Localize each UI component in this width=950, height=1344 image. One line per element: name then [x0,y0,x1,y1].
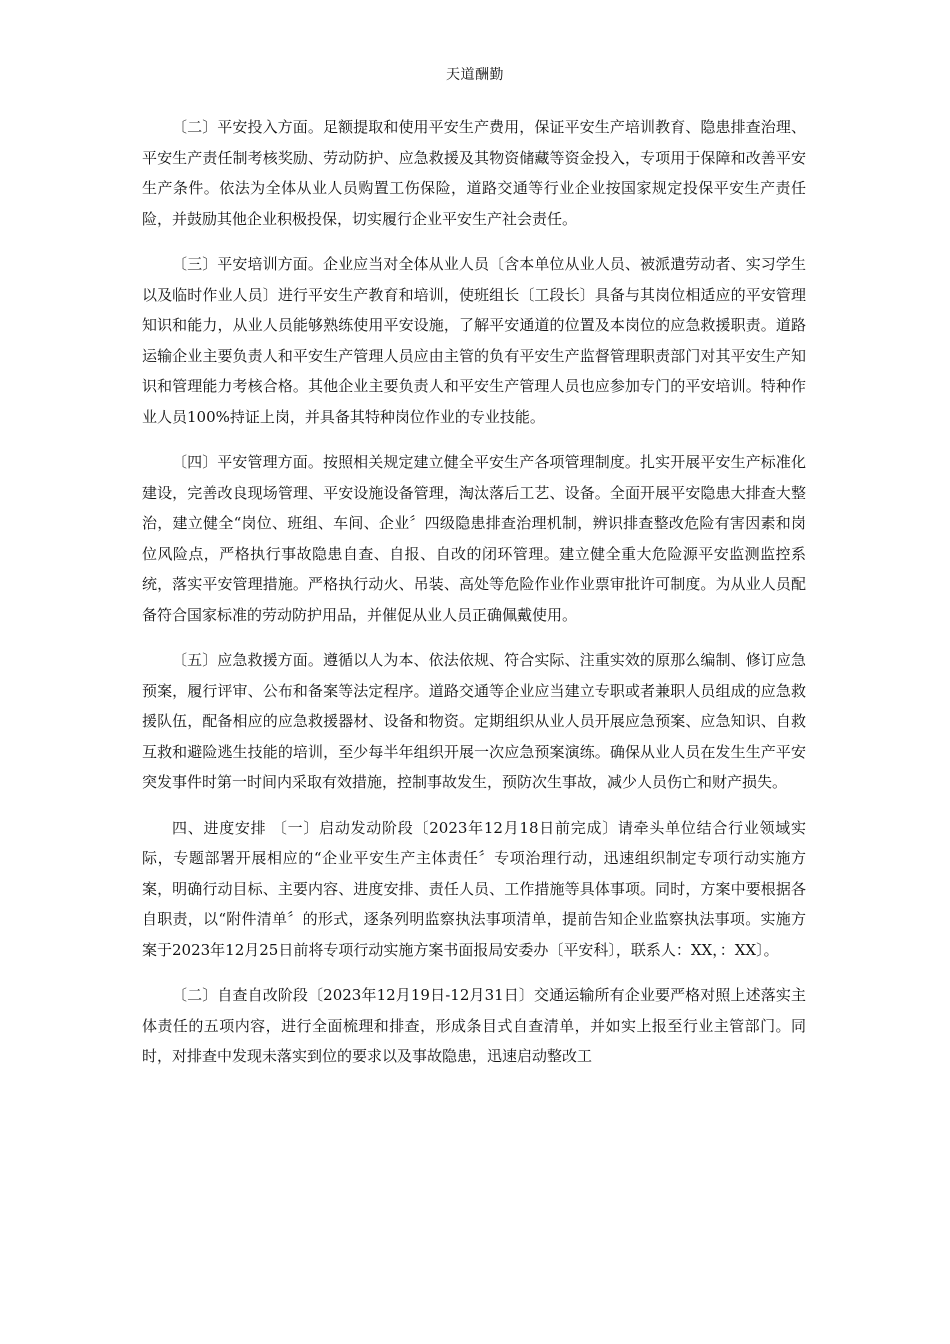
paragraph-safety-management: 〔四〕平安管理方面。按照相关规定建立健全平安生产各项管理制度。扎实开展平安生产标准化建设，完善改良现场管理、平安设施设备管理，淘汰落后工艺、设备。全面开展平安隐患大排查大整治，建立健全“岗位、班组、车间、企业〞四级隐患排查治理机制，辨识排查整改危险有害因素和岗位风险点，严格执行事故隐患自查、自报、自改的闭环管理。建立健全重大危险源平安监测监控系统，落实平安管理措施。严格执行动火、吊装、高处等危险作业作业票审批许可制度。为从业人员配备符合国家标准的劳动防护用品，并催促从业人员正确佩戴使用。 [142,453,806,624]
paragraph-safety-investment: 〔二〕平安投入方面。足额提取和使用平安生产费用，保证平安生产培训教育、隐患排查治理、平安生产责任制考核奖励、劳动防护、应急救援及其物资储藏等资金投入，专项用于保障和改善平安生产条件。依法为全体从业人员购置工伤保险，道路交通等行业企业按国家规定投保平安生产责任险，并鼓励其他企业积极投保，切实履行企业平安生产社会责任。 [142,118,806,228]
page-header: 天道酬勤 [446,67,504,83]
paragraph-self-inspection: 〔二〕自查自改阶段〔2023年12月19日-12月31日〕交通运输所有企业要严格对照上述落实主体责任的五项内容，进行全面梳理和排查，形成条目式自查清单，并如实上报至行业主管部门。同时，对排查中发现未落实到位的要求以及事故隐患，迅速启动整改工 [142,986,806,1065]
paragraph-schedule-launch: 四、进度安排 〔一〕启动发动阶段〔2023年12月18日前完成〕请牵头单位结合行业领域实际，专题部署开展相应的“企业平安生产主体责任〞专项治理行动，迅速组织制定专项行动实施方案，明确行动目标、主要内容、进度安排、责任人员、工作措施等具体事项。同时，方案中要根据各自职责，以“附件清单〞的形式，逐条列明监察执法事项清单，提前告知企业监察执法事项。实施方案于2023年12月25日前将专项行动实施方案书面报局安委办〔平安科〕，联系人：XX，：XX〕。 [142,818,806,959]
paragraph-safety-training: 〔三〕平安培训方面。企业应当对全体从业人员〔含本单位从业人员、被派遣劳动者、实习学生以及临时作业人员〕进行平安生产教育和培训，使班组长〔工段长〕具备与其岗位相适应的平安管理知识和能力，从业人员能够熟练使用平安设施，了解平安通道的位置及本岗位的应急救援职责。道路运输企业主要负责人和平安生产管理人员应由主管的负有平安生产监督管理职责部门对其平安生产知识和管理能力考核合格。其他企业主要负责人和平安生产管理人员也应参加专门的平安培训。特种作业人员100%持证上岗，并具备其特种岗位作业的专业技能。 [142,255,806,426]
document-body [142,112,806,1087]
paragraph-emergency-rescue: 〔五〕应急救援方面。遵循以人为本、依法依规、符合实际、注重实效的原那么编制、修订应急预案，履行评审、公布和备案等法定程序。道路交通等企业应当建立专职或者兼职人员组成的应急救援队伍，配备相应的应急救援器材、设备和物资。定期组织从业人员开展应急预案、应急知识、自救互救和避险逃生技能的培训，至少每半年组织开展一次应急预案演练。确保从业人员在发生生产平安突发事件时第一时间内采取有效措施，控制事故发生，预防次生事故，减少人员伤亡和财产损失。 [142,651,806,791]
